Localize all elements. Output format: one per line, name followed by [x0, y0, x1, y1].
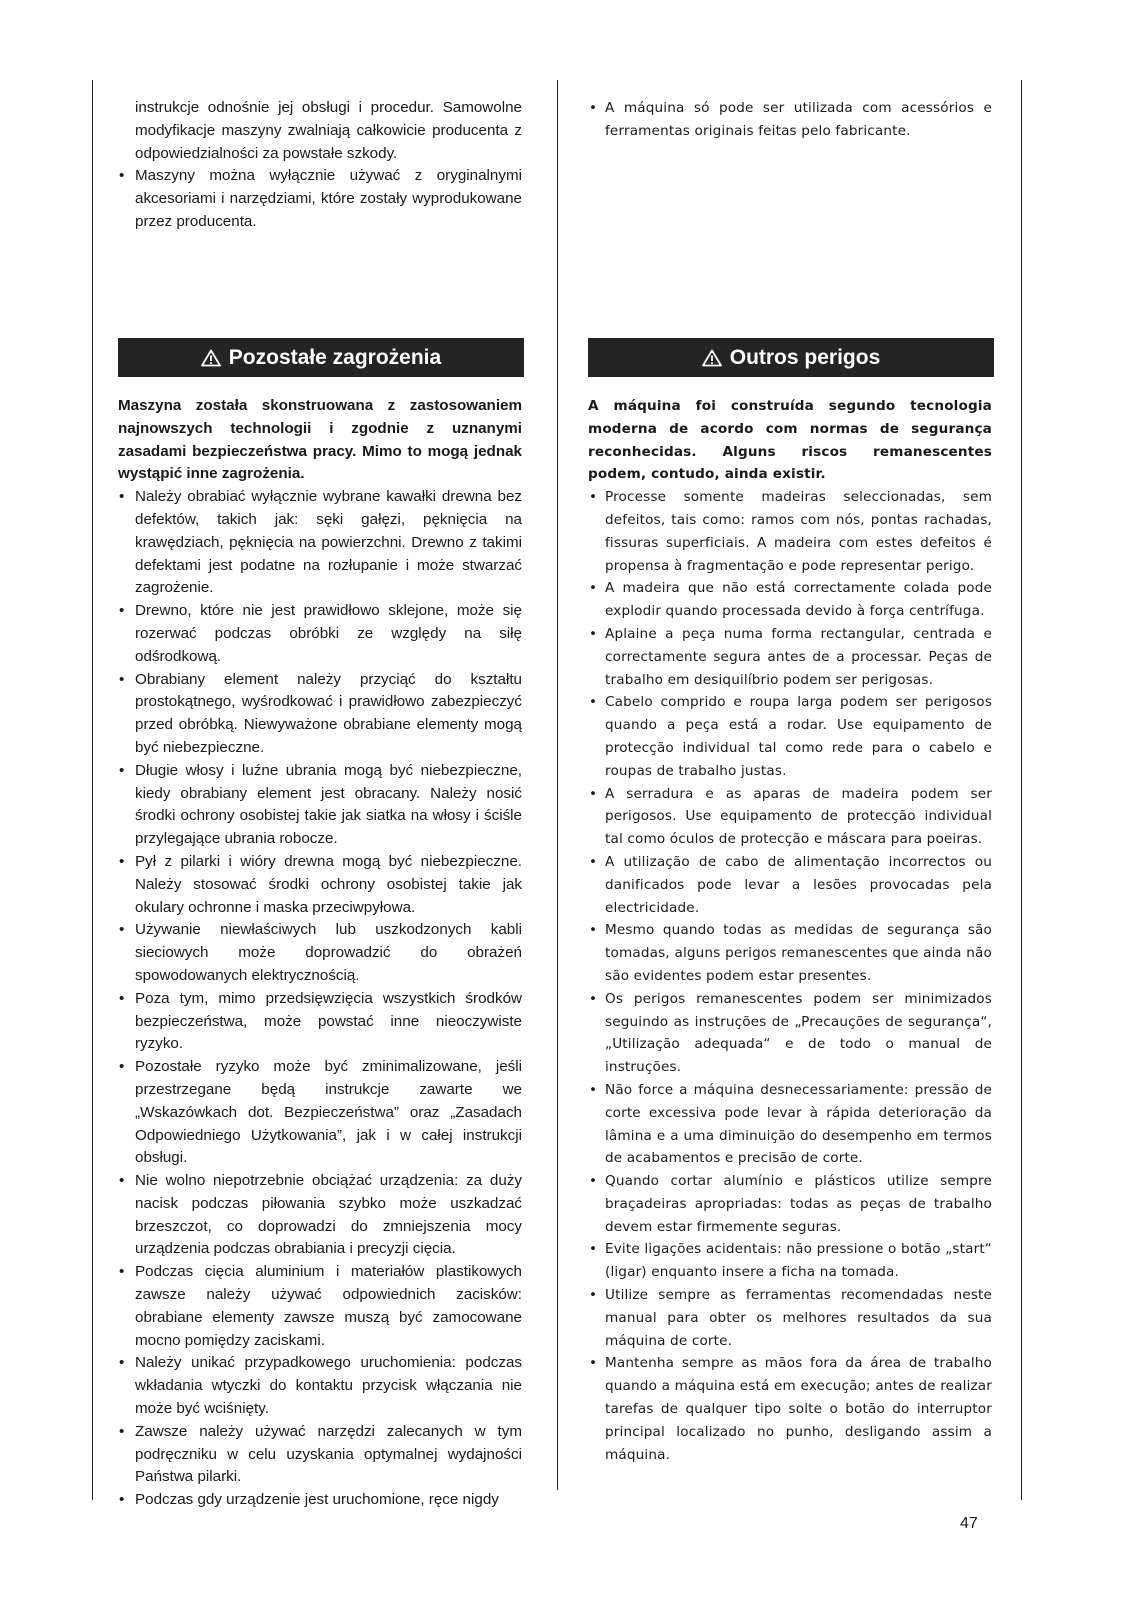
list-item: • Aplaine a peça numa forma rectangular, centrada e correctamente segura antes de a processar. Peças de trabalho em desiquilíbrio podem ser perigosas. — [588, 623, 992, 691]
list-item: • Evite ligações acidentais: não pressione o botão „start“ (ligar) enquanto insere a ficha na tomada. — [588, 1238, 992, 1284]
right-section-header — [588, 338, 994, 377]
right-intro-paragraph: A máquina foi construída segundo tecnologia moderna de acordo com normas de segurança reconhecidas. Alguns riscos remanescentes podem, contudo, ainda existir. — [588, 398, 992, 483]
right-margin-rule — [1021, 80, 1022, 1500]
list-item: • Processe somente madeiras seleccionadas, sem defeitos, tais como: ramos com nós, pontas rachadas, fissuras superficiais. A madeira com estes defeitos é propensa à fragmentação e pode representar perigo. — [588, 486, 992, 577]
list-item: • Quando cortar alumínio e plásticos utilize sempre braçadeiras apropriadas: todas as peças de trabalho devem estar firmemente seguras. — [588, 1170, 992, 1238]
list-item: • Nie wolno niepotrzebnie obciążać urządzenia: za duży nacisk podczas piłowania szybko może uszkadzać brzeszczot, co doprowadzi do zmniejszenia mocy urządzenia podczas obrabiania i precyzji cięcia. — [118, 1170, 522, 1261]
left-main-block — [118, 395, 522, 1512]
list-item: • Drewno, które nie jest prawidłowo sklejone, może się rozerwać podczas obróbki ze względy na siłę odśrodkową. — [118, 600, 522, 668]
list-item: • A utilização de cabo de alimentação incorrectos ou danificados pode levar a lesões provocadas pela electricidade. — [588, 851, 992, 919]
list-item: • Mesmo quando todas as medidas de segurança são tomadas, alguns perigos remanescentes que ainda não são evidentes podem estar presentes. — [588, 919, 992, 987]
list-item: • Pozostałe ryzyko może być zminimalizowane, jeśli przestrzegane będą instrukcje zawarte we „Wskazówkach dot. Bezpieczeństwa” oraz „Zasadach Odpowiedniego Użytkowania”, jak i w całej instrukcji obsługi. — [118, 1056, 522, 1170]
list-item: • Cabelo comprido e roupa larga podem ser perigosos quando a peça está a rodar. Use equipamento de protecção individual tal como rede para o cabelo e roupas de trabalho justas. — [588, 691, 992, 782]
left-top-bullet-list — [118, 165, 522, 233]
list-item: • Długie włosy i luźne ubrania mogą być niebezpieczne, kiedy obrabiany element jest obracany. Należy nosić środki ochrony osobistej takie jak siatka na włosy i ściśle przylegające ubrania robocze. — [118, 760, 522, 851]
left-intro-paragraph: Maszyna została skonstruowana z zastosowaniem najnowszych technologii i zgodnie z uznanymi zasadami bezpieczeństwa pracy. Mimo to mogą jednak wystąpić inne zagrożenia. — [118, 397, 522, 483]
left-section-title: Pozostałe zagrożenia — [228, 345, 442, 369]
list-item: • Zawsze należy używać narzędzi zalecanych w tym podręczniku w celu uzyskania optymalnej wydajności Państwa pilarki. — [118, 1421, 522, 1489]
list-item: • Używanie niewłaściwych lub uszkodzonych kabli sieciowych może doprowadzić do obrażeń spowodowanych elektrycznością. — [118, 919, 522, 987]
list-item: • Utilize sempre as ferramentas recomendadas neste manual para obter os melhores resultados da sua máquina de corte. — [588, 1284, 992, 1352]
list-item: • Maszyny można wyłącznie używać z oryginalnymi akcesoriami i narzędziami, które zostały wyprodukowane przez producenta. — [118, 165, 522, 233]
list-item: • Pył z pilarki i wióry drewna mogą być niebezpieczne. Należy stosować środki ochrony osobistej takie jak okulary ochronne i maska przeciwpyłowa. — [118, 851, 522, 919]
list-item: • Obrabiany element należy przyciąć do kształtu prostokątnego, wyśrodkować i prawidłowo zabezpieczyć przed obróbką. Niewyważone obrabiane elementy mogą być niebezpieczne. — [118, 669, 522, 760]
list-item: • A serradura e as aparas de madeira podem ser perigosos. Use equipamento de protecção individual tal como óculos de protecção e máscara para poeiras. — [588, 783, 992, 851]
list-item: • Podczas cięcia aluminium i materiałów plastikowych zawsze należy używać odpowiednich zacisków: obrabiane elementy zawsze muszą być zamocowane mocno pomiędzy zaciskami. — [118, 1261, 522, 1352]
right-top-block — [588, 97, 992, 143]
center-rule-left — [557, 80, 558, 1490]
warning-triangle-icon — [201, 349, 221, 367]
warning-triangle-icon — [702, 349, 722, 367]
list-item: • Não force a máquina desnecessariamente: pressão de corte excessiva pode levar à rápida deterioração da lâmina e a uma diminuição do desempenho em termos de acabamentos e precisão de corte. — [588, 1079, 992, 1170]
list-item: • Podczas gdy urządzenie jest uruchomione, ręce nigdy — [118, 1489, 522, 1512]
right-section-title: Outros perigos — [729, 345, 881, 369]
list-item: • Poza tym, mimo przedsięwzięcia wszystkich środków bezpieczeństwa, może powstać inne nieoczywiste ryzyko. — [118, 988, 522, 1056]
right-main-block — [588, 395, 992, 1466]
left-bullet-list — [118, 486, 522, 1512]
list-item: • Mantenha sempre as mãos fora da área de trabalho quando a máquina está em execução; antes de realizar tarefas de qualquer tipo solte o botão do interruptor principal localizado no punho, desligando assim a máquina. — [588, 1352, 992, 1466]
list-item: • Os perigos remanescentes podem ser minimizados seguindo as instruções de „Precauções de segurança“, „Utilização adequada“ e de todo o manual de instruções. — [588, 988, 992, 1079]
right-bullet-list — [588, 486, 992, 1466]
right-top-bullet-list — [588, 97, 992, 143]
left-top-block — [118, 97, 522, 234]
left-continuation-text: instrukcje odnośnie jej obsługi i procedur. Samowolne modyfikacje maszyny zwalniają całkowicie producenta z odpowiedzialności za powstałe szkody. — [135, 99, 522, 162]
left-section-header — [118, 338, 524, 377]
left-margin-rule — [92, 80, 93, 1500]
list-item: • Należy obrabiać wyłącznie wybrane kawałki drewna bez defektów, takich jak: sęki gałęzi, pęknięcia na krawędziach, pęknięcia na powierzchni. Drewno z takimi defektami jest podatne na rozłupanie i może stwarzać zagrożenie. — [118, 486, 522, 600]
page-number: 47 — [960, 1515, 978, 1532]
list-item: • Należy unikać przypadkowego uruchomienia: podczas wkładania wtyczki do kontaktu przycisk włączania nie może być wciśnięty. — [118, 1352, 522, 1420]
list-item: • A máquina só pode ser utilizada com acessórios e ferramentas originais feitas pelo fabricante. — [588, 97, 992, 143]
list-item: • A madeira que não está correctamente colada pode explodir quando processada devido à força centrífuga. — [588, 577, 992, 623]
